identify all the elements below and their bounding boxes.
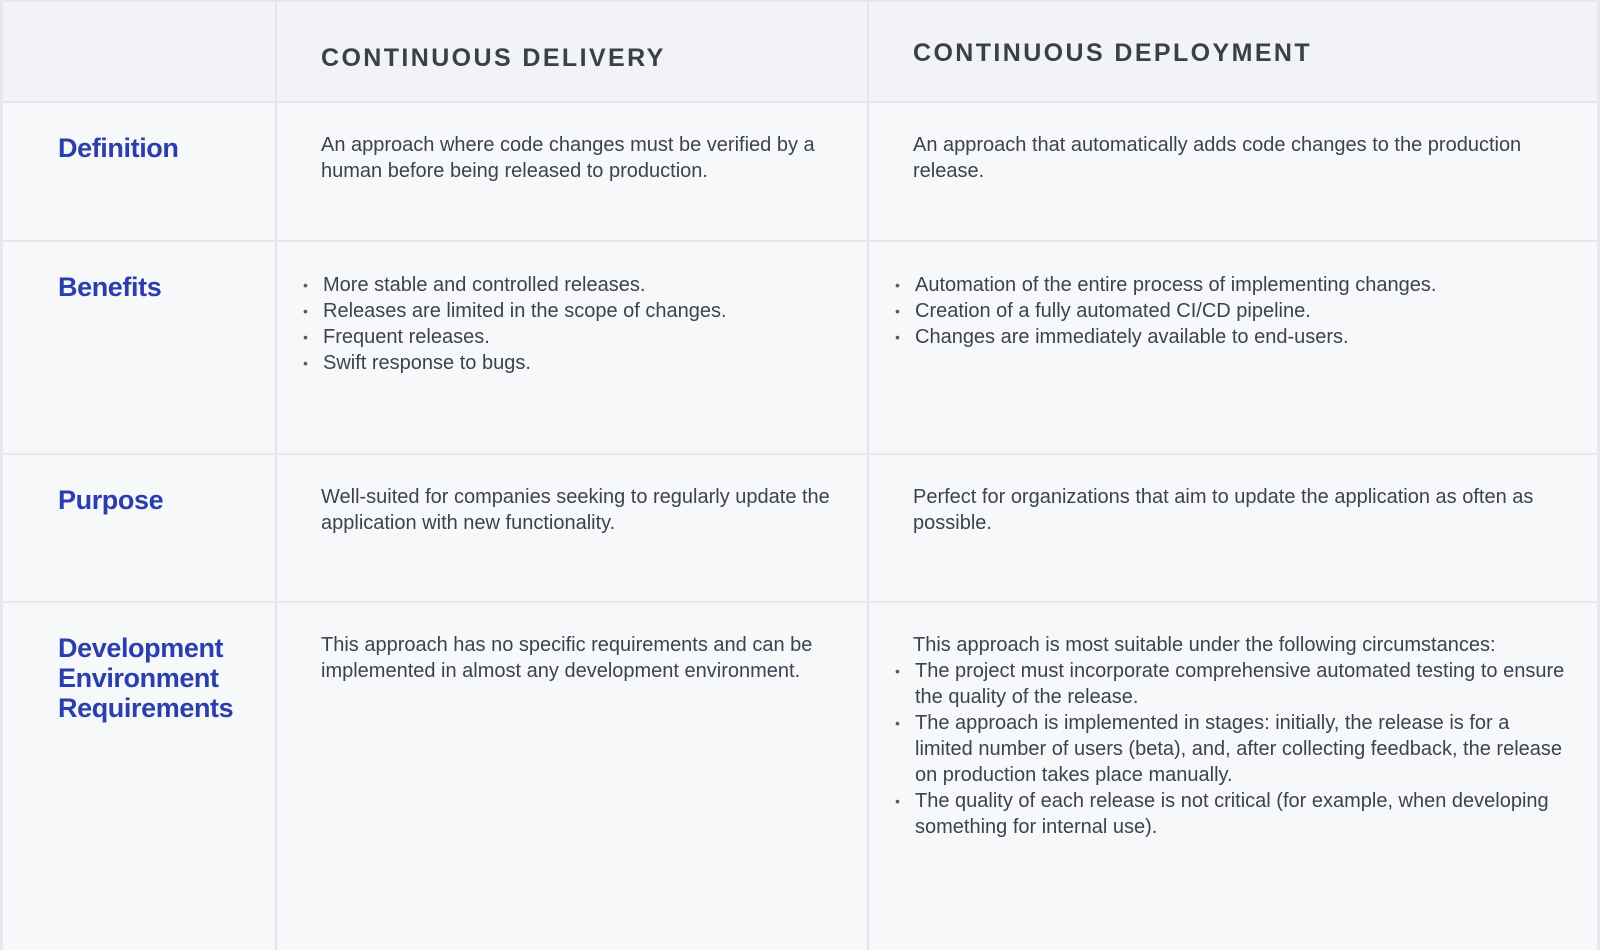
- row-label-definition: Definition: [58, 133, 179, 163]
- list-item: • Changes are immediately available to end-users.: [883, 324, 1567, 350]
- purpose-delivery-text: Well-suited for companies seeking to regularly update the application with new functionality.: [321, 486, 830, 534]
- requirements-deployment-intro: This approach is most suitable under the following circumstances:: [913, 634, 1496, 656]
- purpose-deployment-text: Perfect for organizations that aim to update the application as often as possible.: [913, 486, 1534, 534]
- row-label-purpose: Purpose: [58, 485, 164, 515]
- list-item: • The approach is implemented in stages: initially, the release is for a limited number of users (beta), and, after collecting feedback, the release on production takes place manually.: [883, 710, 1567, 788]
- list-item: • Creation of a fully automated CI/CD pipeline.: [883, 298, 1567, 324]
- table-row-benefits: [3, 242, 1597, 455]
- row-label-cell: [3, 603, 277, 950]
- benefits-delivery-list: [291, 272, 837, 376]
- purpose-deployment-cell: [869, 455, 1597, 601]
- list-item: • Swift response to bugs.: [291, 350, 837, 376]
- benefits-deployment-list: [883, 272, 1567, 350]
- row-label-cell: [3, 103, 277, 240]
- row-label-requirements: Development Environment Requirements: [58, 633, 234, 723]
- benefits-deployment-cell: [869, 242, 1597, 453]
- requirements-delivery-cell: [277, 603, 869, 950]
- list-item: • More stable and controlled releases.: [291, 272, 837, 298]
- definition-delivery-text: An approach where code changes must be verified by a human before being released to production.: [321, 134, 815, 182]
- list-item: • Releases are limited in the scope of changes.: [291, 298, 837, 324]
- table-header-row: [3, 0, 1597, 103]
- list-item: • Automation of the entire process of implementing changes.: [883, 272, 1567, 298]
- header-cell-deployment: [869, 2, 1597, 101]
- list-item: • The quality of each release is not critical (for example, when developing something for internal use).: [883, 788, 1567, 840]
- column-title-deployment: CONTINUOUS DEPLOYMENT: [913, 39, 1313, 67]
- definition-delivery-cell: [277, 103, 869, 240]
- row-label-cell: [3, 455, 277, 601]
- list-item: • The project must incorporate comprehensive automated testing to ensure the quality of the release.: [883, 658, 1567, 710]
- requirements-deployment-list: [883, 658, 1567, 840]
- row-label-benefits: Benefits: [58, 272, 162, 302]
- column-title-delivery: CONTINUOUS DELIVERY: [321, 44, 666, 72]
- purpose-delivery-cell: [277, 455, 869, 601]
- table-row-requirements: [3, 603, 1597, 950]
- row-label-cell: [3, 242, 277, 453]
- requirements-deployment-cell: [869, 603, 1597, 950]
- table-row-purpose: [3, 455, 1597, 603]
- definition-deployment-cell: [869, 103, 1597, 240]
- benefits-delivery-cell: [277, 242, 869, 453]
- table-row-definition: [3, 103, 1597, 242]
- header-empty-cell: [3, 2, 277, 101]
- definition-deployment-text: An approach that automatically adds code changes to the production release.: [913, 134, 1522, 182]
- header-cell-delivery: [277, 2, 869, 101]
- requirements-delivery-text: This approach has no specific requirements and can be implemented in almost any development environment.: [321, 634, 813, 682]
- list-item: • Frequent releases.: [291, 324, 837, 350]
